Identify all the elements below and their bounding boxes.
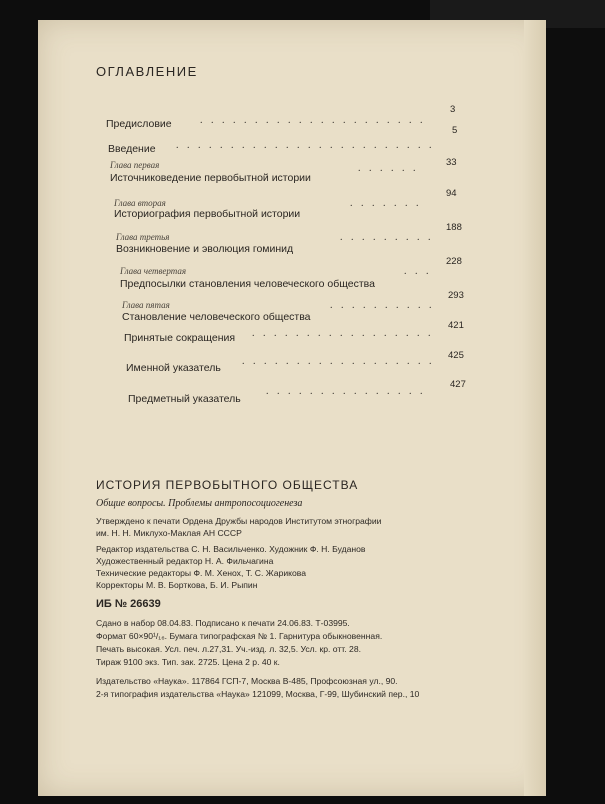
toc-chapter: Глава третья <box>116 232 170 242</box>
book-subtitle: Общие вопросы. Проблемы антропосоциогенеза <box>96 498 303 509</box>
toc-leader: . . . . . . <box>358 163 419 174</box>
toc-title: ОГЛАВЛЕНИЕ <box>96 64 198 79</box>
toc-entry-page: 293 <box>448 290 464 301</box>
toc-leader: . . . . . . . <box>350 198 422 209</box>
toc-entry-label: Становление человеческого общества <box>122 311 311 323</box>
toc-entry-label: Возникновение и эволюция гоминид <box>116 243 294 255</box>
toc-entry-page: 427 <box>450 379 466 390</box>
imprint-line: Утверждено к печати Ордена Дружбы народов Институтом этнографии <box>96 516 382 526</box>
imprint-detail: Печать высокая. Усл. печ. л.27,31. Уч.-изд. л. 32,5. Усл. кр. отт. 28. <box>96 644 361 654</box>
toc-leader: . . . . . . . . . . . . . . . . . . . . . . . . <box>176 140 435 151</box>
toc-entry-page: 33 <box>446 157 457 168</box>
imprint-detail: Формат 60×90¹/₁₆. Бумага типографская № 1. Гарнитура обыкновенная. <box>96 631 383 641</box>
toc-entry-page: 425 <box>448 350 464 361</box>
toc-leader: . . . . . . . . . . . . . . . . . . <box>242 356 435 367</box>
imprint-detail: Сдано в набор 08.04.83. Подписано к печати 24.06.83. Т-03995. <box>96 618 350 628</box>
toc-entry-label: Историография первобытной истории <box>114 208 301 220</box>
toc-chapter: Глава пятая <box>122 300 170 310</box>
toc-entry-page: 188 <box>446 222 462 233</box>
toc-entry-page: 94 <box>446 188 457 199</box>
toc-leader: . . . <box>404 266 432 277</box>
toc-entry-label: Именной указатель <box>126 362 221 374</box>
book-title: ИСТОРИЯ ПЕРВОБЫТНОГО ОБЩЕСТВА <box>96 478 359 492</box>
imprint-line: Технические редакторы Ф. М. Хенох, Т. С. Жарикова <box>96 568 307 578</box>
imprint-detail: Издательство «Наука». 117864 ГСП-7, Москва В-485, Профсоюзная ул., 90. <box>96 676 398 686</box>
toc-entry-label: Источниковедение первобытной истории <box>110 172 311 184</box>
imprint-detail: Тираж 9100 экз. Тип. зак. 2725. Цена 2 р. 40 к. <box>96 657 280 667</box>
toc-entry-label: Предпосылки становления человеческого общества <box>120 278 375 290</box>
toc-entry-label: Введение <box>108 143 156 155</box>
toc-entry-label: Предисловие <box>106 118 172 130</box>
toc-chapter: Глава первая <box>110 160 160 170</box>
imprint-line: им. Н. Н. Миклухо-Маклая АН СССР <box>96 528 242 538</box>
toc-leader: . . . . . . . . . . . . . . . . . . . . . <box>200 115 426 126</box>
imprint-line: Корректоры М. В. Борткова, Б. И. Рыпин <box>96 580 258 590</box>
toc-entry-page: 5 <box>452 125 458 136</box>
toc-entry-page: 421 <box>448 320 464 331</box>
toc-leader: . . . . . . . . . <box>340 232 434 243</box>
toc-entry-page: 3 <box>450 104 456 115</box>
toc-entry-label: Предметный указатель <box>128 393 241 405</box>
toc-chapter: Глава четвертая <box>120 266 187 276</box>
toc-entry-label: Принятые сокращения <box>124 332 236 344</box>
ib-number: ИБ № 26639 <box>96 598 161 610</box>
toc-entry-page: 228 <box>446 256 462 267</box>
toc-leader: . . . . . . . . . . . . . . . <box>266 386 426 397</box>
imprint-line: Редактор издательства С. Н. Васильченко. Художник Ф. Н. Буданов <box>96 544 366 554</box>
toc-leader: . . . . . . . . . . . . . . . . . <box>252 328 434 339</box>
page-edge <box>524 20 546 796</box>
imprint-detail: 2-я типография издательства «Наука» 121099, Москва, Г-99, Шубинский пер., 10 <box>96 689 420 699</box>
imprint-line: Художественный редактор Н. А. Фильчагина <box>96 556 274 566</box>
toc-chapter: Глава вторая <box>114 198 166 208</box>
toc-leader: . . . . . . . . . . <box>330 300 435 311</box>
